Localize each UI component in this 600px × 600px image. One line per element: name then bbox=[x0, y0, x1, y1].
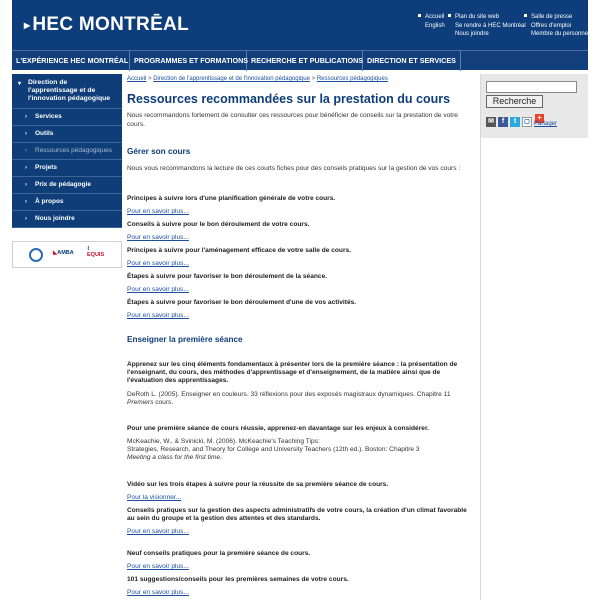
sidebar-item-services[interactable]: › Services bbox=[12, 109, 122, 126]
email-icon[interactable]: ✉ bbox=[486, 117, 496, 127]
read-more-link-8[interactable]: Pour en savoir plus... bbox=[127, 589, 189, 596]
manage-item-5: Étapes à suivre pour favoriser le bon déroulement d'une de vos activités. bbox=[127, 299, 357, 306]
read-more-link-2[interactable]: Pour en savoir plus... bbox=[127, 234, 189, 241]
util-link-press[interactable]: Salle de presse bbox=[524, 13, 589, 22]
read-more-link-5[interactable]: Pour en savoir plus... bbox=[127, 312, 189, 319]
read-more-link-6[interactable]: Pour en savoir plus... bbox=[127, 528, 189, 535]
first-session-item-1: Apprenez sur les cinq éléments fondamentaux à présenter lors de la première séance : la présentation de l'enseignant, du cours, des méthodes d'apprentissage et d'enseignement, de la matière ainsi que de l'évaluation des apprentissages. bbox=[127, 361, 458, 385]
main-content bbox=[122, 74, 478, 600]
first-session-item-3: Vidéo sur les trois étapes à suivre pour la réussite de sa première séance de cours. bbox=[127, 481, 389, 488]
logo-arrow-icon: ▸ bbox=[24, 18, 31, 32]
bullet-icon bbox=[524, 14, 527, 17]
read-more-link-7[interactable]: Pour en savoir plus... bbox=[127, 563, 189, 570]
nav-direction[interactable]: DIRECTION ET SERVICES bbox=[363, 51, 461, 71]
read-more-link-4[interactable]: Pour en savoir plus... bbox=[127, 286, 189, 293]
breadcrumb-separator: > bbox=[148, 76, 152, 82]
sidebar-item-prizes[interactable]: › Prix de pédagogie bbox=[12, 177, 122, 194]
breadcrumb-home[interactable]: Accueil bbox=[127, 76, 147, 82]
chevron-right-icon: › bbox=[25, 114, 27, 120]
sidebar-item-resources[interactable]: › Ressources pédagogiques bbox=[12, 143, 122, 160]
intro-text: Nous recommandons fortement de consulter ces ressources pour bénéficier de conseils sur la prestation de votre cours. bbox=[127, 112, 458, 128]
watch-video-link[interactable]: Pour la visionner... bbox=[127, 494, 182, 501]
sidebar-item-projects[interactable]: › Projets bbox=[12, 160, 122, 177]
util-links-1 bbox=[418, 13, 445, 30]
column-divider bbox=[480, 74, 481, 600]
util-link-sitemap[interactable]: Plan du site web bbox=[448, 13, 526, 22]
util-link-english[interactable]: English bbox=[425, 22, 445, 29]
first-session-item-4: Conseils pratiques sur la gestion des aspects administratifs de votre cours, la création d'un climat favorable au sein du groupe et la gestion des attentes et des standards. bbox=[127, 507, 467, 523]
logo-text: HEC MONTRĒAL bbox=[32, 14, 189, 35]
util-links-3 bbox=[524, 13, 589, 39]
nav-programs[interactable]: PROGRAMMES ET FORMATIONS bbox=[130, 51, 247, 71]
read-more-link-1[interactable]: Pour en savoir plus... bbox=[127, 208, 189, 215]
chevron-right-icon: › bbox=[25, 182, 27, 188]
search-input[interactable] bbox=[486, 81, 577, 93]
manage-item-4: Étapes à suivre pour favoriser le bon déroulement de la séance. bbox=[127, 273, 328, 280]
breadcrumb-separator: > bbox=[311, 76, 316, 82]
util-link-directions[interactable]: Se rendre à HEC Montréal bbox=[455, 22, 526, 29]
main-nav bbox=[12, 50, 588, 70]
sidebar-section-title[interactable]: ▾ Direction de l'apprentissage et de l'innovation pédagogique bbox=[12, 74, 122, 109]
aacsb-seal-icon bbox=[29, 248, 43, 262]
site-header bbox=[12, 0, 588, 50]
first-session-item-5: Neuf conseils pratiques pour la première séance de cours. bbox=[127, 550, 311, 557]
chevron-right-icon: › bbox=[25, 216, 27, 222]
bullet-icon bbox=[448, 14, 451, 17]
util-link-staff[interactable]: Membre du personnel bbox=[531, 31, 590, 37]
read-more-link-3[interactable]: Pour en savoir plus... bbox=[127, 260, 189, 267]
util-link-home[interactable]: Accueil bbox=[418, 13, 445, 22]
share-link[interactable]: Partager bbox=[534, 121, 558, 127]
reference-deroth: DeRoth L. (2005). Enseigner en couleurs. 33 réflexions pour des exposés magistraux dynamiques. Chapitre 11 Premiers cours. bbox=[127, 391, 451, 407]
chevron-right-icon: › bbox=[25, 165, 27, 171]
manage-item-2: Conseils à suivre pour le bon déroulement de votre cours. bbox=[127, 221, 310, 228]
manage-item-3: Principes à suivre pour l'aménagement efficace de votre salle de cours. bbox=[127, 247, 352, 254]
nav-research[interactable]: RECHERCHE ET PUBLICATIONS bbox=[247, 51, 363, 71]
equis-logo: ⌇ EQUIS bbox=[87, 246, 105, 258]
link-icon[interactable]: ▢ bbox=[522, 117, 532, 127]
breadcrumb-direction[interactable]: Direction de l'apprentissage et de l'innovation pédagogique bbox=[153, 76, 310, 82]
manage-item-1: Principes à suivre lors d'une planification générale de votre cours. bbox=[127, 195, 336, 202]
equis-logo-mark: ⌇ bbox=[87, 246, 90, 252]
sidebar-item-tools[interactable]: › Outils bbox=[12, 126, 122, 143]
section-intro-manage: Nous vous recommandons la lecture de ces courts fiches pour des conseils pratiques sur la gestion de vos cours : bbox=[127, 165, 461, 172]
reference-mckeachie: McKeachie, W., & Svinicki, M. (2006). McKeachie's Teaching Tips: Strategies, Research, and Theory for College and University Teachers (12th ed.). Boston: Chapitre 3 Meeting a class for the first time. bbox=[127, 438, 420, 462]
hec-logo[interactable] bbox=[24, 14, 189, 36]
sidebar-item-contact[interactable]: › Nous joindre bbox=[12, 211, 122, 228]
bullet-icon bbox=[418, 14, 421, 17]
page-title: Ressources recommandées sur la prestation du cours bbox=[127, 92, 451, 106]
sidebar bbox=[12, 74, 122, 228]
util-links-2 bbox=[448, 13, 526, 39]
chevron-right-icon: › bbox=[25, 148, 27, 154]
chevron-right-icon: › bbox=[25, 131, 27, 137]
first-session-item-2: Pour une première séance de cours réussie, apprenez-en davantage sur les enjeux à considérer. bbox=[127, 425, 429, 432]
breadcrumb bbox=[127, 76, 388, 82]
amba-logo: ◣AMBA bbox=[53, 250, 74, 256]
chevron-right-icon: › bbox=[25, 199, 27, 205]
breadcrumb-current[interactable]: Ressources pédagogiques bbox=[316, 76, 388, 82]
util-link-contact[interactable]: Nous joindre bbox=[455, 31, 489, 37]
accreditation-logos bbox=[12, 241, 122, 268]
share-plus-icon[interactable]: + bbox=[535, 114, 544, 123]
facebook-icon[interactable]: f bbox=[498, 117, 508, 127]
nav-experience[interactable]: L'EXPÉRIENCE HEC MONTRÉAL bbox=[12, 51, 130, 71]
chevron-down-icon: ▾ bbox=[18, 81, 22, 87]
amba-logo-mark: ◣ bbox=[53, 250, 58, 256]
search-panel bbox=[481, 74, 588, 138]
section-title-first-session: Enseigner la première séance bbox=[127, 335, 243, 344]
util-link-jobs[interactable]: Offres d'emploi bbox=[531, 22, 572, 29]
first-session-item-6: 101 suggestions/conseils pour les premières semaines de votre cours. bbox=[127, 576, 349, 583]
section-title-manage: Gérer son cours bbox=[127, 147, 191, 156]
twitter-icon[interactable]: t bbox=[510, 117, 520, 127]
sidebar-item-about[interactable]: › À propos bbox=[12, 194, 122, 211]
search-button[interactable]: Recherche bbox=[486, 95, 543, 108]
